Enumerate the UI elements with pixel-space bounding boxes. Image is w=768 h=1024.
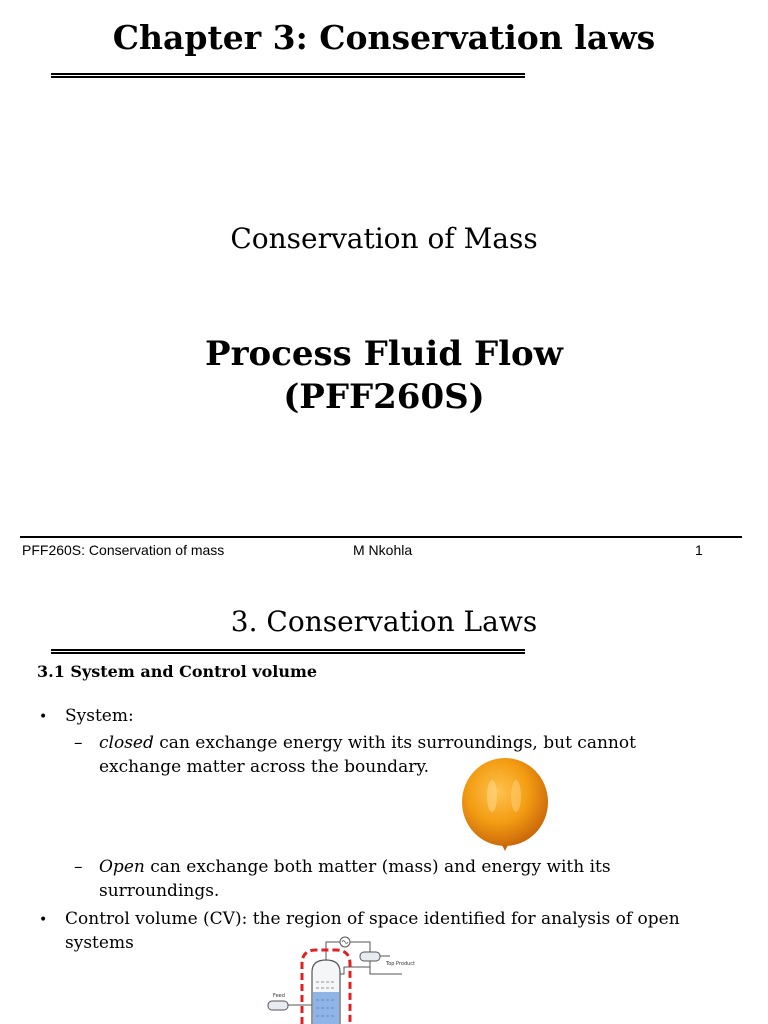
footer-page-number: 1	[695, 542, 703, 558]
footer-course: PFF260S: Conservation of mass	[22, 542, 225, 558]
closed-system-text-line2: exchange matter across the boundary.	[99, 757, 430, 777]
course-title-line2: (PFF260S)	[283, 377, 485, 417]
control-volume-diagram	[262, 930, 416, 1024]
feed-label: Feed	[273, 993, 285, 999]
bullet-control-volume: Control volume (CV): the region of space identified for analysis of open	[65, 909, 680, 929]
footer-rule	[20, 536, 742, 538]
title-underline	[51, 649, 525, 654]
course-title	[0, 333, 768, 419]
title-underline	[51, 73, 525, 78]
slide1-title: Chapter 3: Conservation laws	[112, 18, 656, 57]
section-heading: 3.1 System and Control volume	[37, 662, 318, 681]
feed-line	[268, 1001, 312, 1010]
slide2-title: 3. Conservation Laws	[230, 605, 538, 638]
open-system-text	[99, 857, 611, 877]
closed-system-text	[99, 733, 636, 753]
bullet-control-volume-line2: systems	[65, 933, 134, 953]
column-vessel	[312, 960, 340, 1024]
closed-term: closed	[99, 733, 154, 753]
open-description: can exchange both matter (mass) and energy with its	[150, 857, 611, 877]
course-title-line1: Process Fluid Flow	[205, 334, 563, 374]
open-term: Open	[99, 857, 145, 877]
bullet-marker: •	[39, 912, 48, 928]
bullet-marker: •	[39, 709, 48, 725]
slide1-subtitle: Conservation of Mass	[230, 222, 538, 255]
dash-marker: –	[74, 733, 83, 753]
closed-description: can exchange energy with its surroundings, but cannot	[159, 733, 636, 753]
dash-marker: –	[74, 857, 83, 877]
balloon-image	[458, 756, 554, 856]
open-system-text-line2: surroundings.	[99, 881, 220, 901]
top-product-label: Top Product	[386, 961, 416, 967]
bullet-system: System:	[65, 706, 134, 726]
footer-author: M Nkohla	[353, 542, 413, 558]
